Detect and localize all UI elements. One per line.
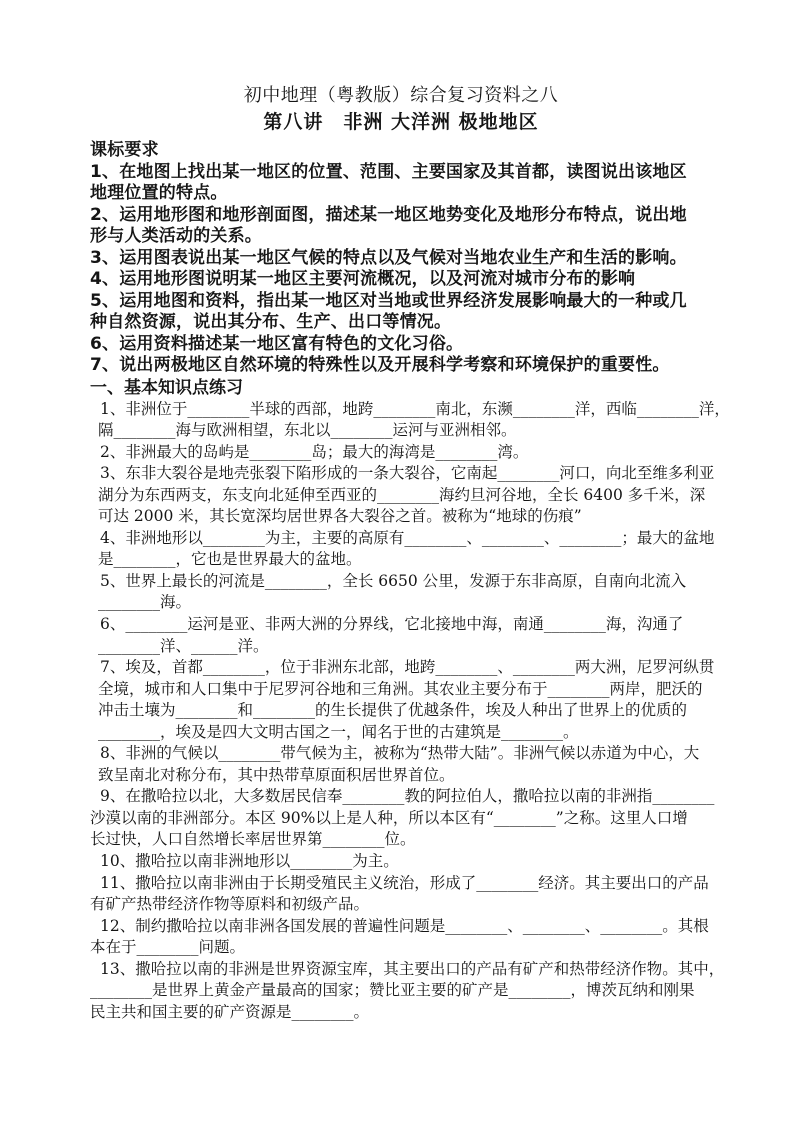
requirement-line: 1、在地图上找出某一地区的位置、范围、主要国家及其首都，读图说出该地区 xyxy=(90,161,687,182)
question-line: 3、东非大裂谷是地壳张裂下陷形成的一条大裂谷，它南起________河口，向北至维多利亚 xyxy=(100,464,715,483)
question-line: 13、撒哈拉以南的非洲是世界资源宝库，其主要出口的产品有矿产和热带经济作物。其中， xyxy=(100,959,725,978)
question-line: 民主共和国主要的矿产资源是________。 xyxy=(90,1002,370,1021)
question-line: 11、撒哈拉以南非洲由于长期受殖民主义统治，形成了________经济。其主要出口的产品 xyxy=(100,873,709,892)
document-content xyxy=(90,82,730,1023)
question-line: ________海。 xyxy=(98,593,192,612)
question-line: 5、世界上最长的河流是________，全长 6650 公里，发源于东非高原，自南向北流入 xyxy=(100,571,687,590)
question-line: 1、非洲位于________半球的西部，地跨________南北，东濒________洋，西临________洋， xyxy=(100,399,730,418)
question-line: 是________，它也是世界最大的盆地。 xyxy=(98,550,362,569)
requirement-line: 地理位置的特点。 xyxy=(90,183,228,203)
question-line: 4、非洲地形以________为主，主要的高原有________、________、________；最大的盆地 xyxy=(100,528,715,547)
question-line: 7、埃及，首都________，位于非洲东北部，地跨________、________两大洲，尼罗河纵贯 xyxy=(100,658,715,677)
question-line: 湖分为东西两支，东支向北延伸至西亚的________海约旦河谷地，全长 6400 多千米，深 xyxy=(98,485,706,504)
question-line: 沙漠以南的非洲部分。本区 90%以上是人种，所以本区有“________”之称。这里人口增 xyxy=(90,808,688,827)
question-line: 9、在撒哈拉以北，大多数居民信奉________教的阿拉伯人，撒哈拉以南的非洲指________ xyxy=(100,787,715,806)
document-subtitle: 第八讲 非洲 大洋洲 极地地区 xyxy=(263,111,539,133)
requirement-line: 5、运用地图和资料，指出某一地区对当地或世界经济发展影响最大的一种或几 xyxy=(90,290,687,311)
document-title: 初中地理（粤教版）综合复习资料之八 xyxy=(243,85,559,106)
question-line: ________是世界上黄金产量最高的国家；赞比亚主要的矿产是________，博茨瓦纳和刚果 xyxy=(90,981,695,1000)
requirement-line: 2、运用地形图和地形剖面图，描述某一地区地势变化及地形分布特点，说出地 xyxy=(90,204,687,225)
question-line: 致呈南北对称分布，其中热带草原面积居世界首位。 xyxy=(98,765,455,784)
question-line: ________洋、______洋。 xyxy=(98,636,269,655)
requirement-line: 形与人类活动的关系。 xyxy=(90,226,262,246)
question-line: 10、撒哈拉以南非洲地形以________为主。 xyxy=(100,851,399,870)
question-line: 8、非洲的气候以________带气候为主，被称为“热带大陆”。非洲气候以赤道为中心，大 xyxy=(100,744,700,763)
question-line: 本在于________问题。 xyxy=(90,938,246,957)
question-line: 12、制约撒哈拉以南非洲各国发展的普遍性问题是________、________、________。其根 xyxy=(100,916,709,935)
question-line: 全境，城市和人口集中于尼罗河谷地和三角洲。其农业主要分布于________两岸，肥沃的 xyxy=(98,679,703,698)
requirement-line: 6、运用资料描述某一地区富有特色的文化习俗。 xyxy=(90,333,464,354)
question-line: 冲击土壤为________和________的生长提供了优越条件，埃及人种出了世界上的优质的 xyxy=(98,701,688,720)
question-line: 6、________运河是亚、非两大洲的分界线，它北接地中海，南通________海，沟通了 xyxy=(100,614,684,633)
requirement-line: 3、运用图表说出某一地区气候的特点以及气候对当地农业生产和生活的影响。 xyxy=(90,247,687,268)
question-line: 有矿产热带经济作物等原料和初级产品。 xyxy=(90,895,370,914)
question-line: 隔________海与欧洲相望，东北以________运河与亚洲相邻。 xyxy=(98,421,517,440)
requirement-line: 4、运用地形图说明某一地区主要河流概况，以及河流对城市分布的影响 xyxy=(90,269,636,289)
requirements-heading: 课标要求 xyxy=(90,140,159,160)
question-line: 可达 2000 米，其长宽深均居世界各大裂谷之首。被称为“地球的伤痕” xyxy=(98,507,582,526)
question-line: 2、非洲最大的岛屿是________岛；最大的海湾是________湾。 xyxy=(100,442,529,461)
practice-section-heading: 一、基本知识点练习 xyxy=(90,377,243,398)
requirement-line: 种自然资源，说出其分布、生产、出口等情况。 xyxy=(90,312,452,332)
question-line: ________，埃及是四大文明古国之一，闻名于世的古建筑是________。 xyxy=(98,722,579,741)
requirement-line: 7、说出两极地区自然环境的特殊性以及开展科学考察和环境保护的重要性。 xyxy=(90,355,670,375)
question-line: 长过快，人口自然增长率居世界第________位。 xyxy=(90,830,416,849)
